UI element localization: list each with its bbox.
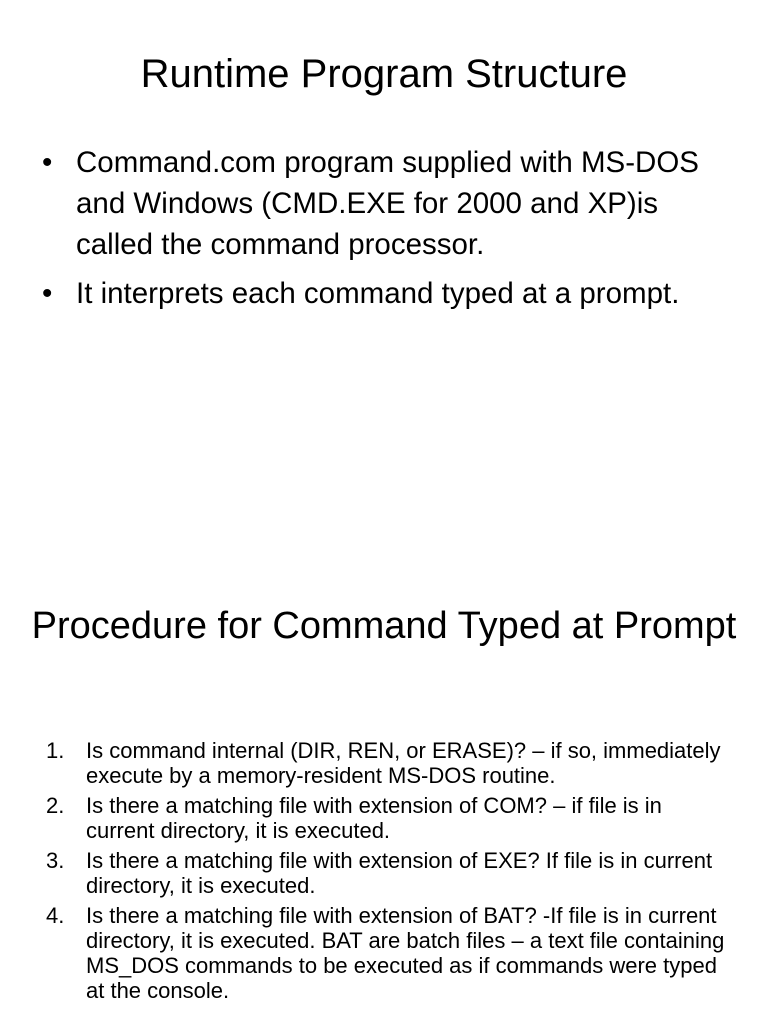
list-item xyxy=(46,848,736,898)
slide-procedure-for-command xyxy=(0,512,768,1024)
list-item xyxy=(46,903,736,1003)
list-item-text: Is there a matching file with extension of EXE? If file is in current directory, it is executed. xyxy=(86,848,713,898)
list-item xyxy=(46,738,736,788)
bullet-icon: • xyxy=(42,277,53,310)
list-item-text: Is command internal (DIR, REN, or ERASE)? – if so, immediately execute by a memory-resident MS-DOS routine. xyxy=(86,738,721,788)
bullet-item xyxy=(42,273,732,314)
list-item-text: Is there a matching file with extension of COM? – if file is in current directory, it is executed. xyxy=(86,793,662,843)
list-number: 2. xyxy=(46,793,65,818)
bullet-list xyxy=(42,142,732,322)
list-number: 3. xyxy=(46,848,65,873)
bullet-text: It interprets each command typed at a prompt. xyxy=(76,277,680,310)
slide-title: Procedure for Command Typed at Prompt xyxy=(31,605,737,647)
list-item xyxy=(46,793,736,843)
slide-title: Runtime Program Structure xyxy=(140,52,628,96)
bullet-text: Command.com program supplied with MS-DOS and Windows (CMD.EXE for 2000 and XP)is called the command processor. xyxy=(76,146,699,261)
bullet-item xyxy=(42,142,732,265)
list-number: 1. xyxy=(46,738,65,763)
list-number: 4. xyxy=(46,903,65,928)
numbered-list xyxy=(46,738,736,1008)
list-item-text: Is there a matching file with extension of BAT? -If file is in current directory, it is executed. BAT are batch files – a text file containing MS_DOS commands to be executed as if commands were typed at the console. xyxy=(86,903,725,1003)
bullet-icon: • xyxy=(42,146,53,179)
